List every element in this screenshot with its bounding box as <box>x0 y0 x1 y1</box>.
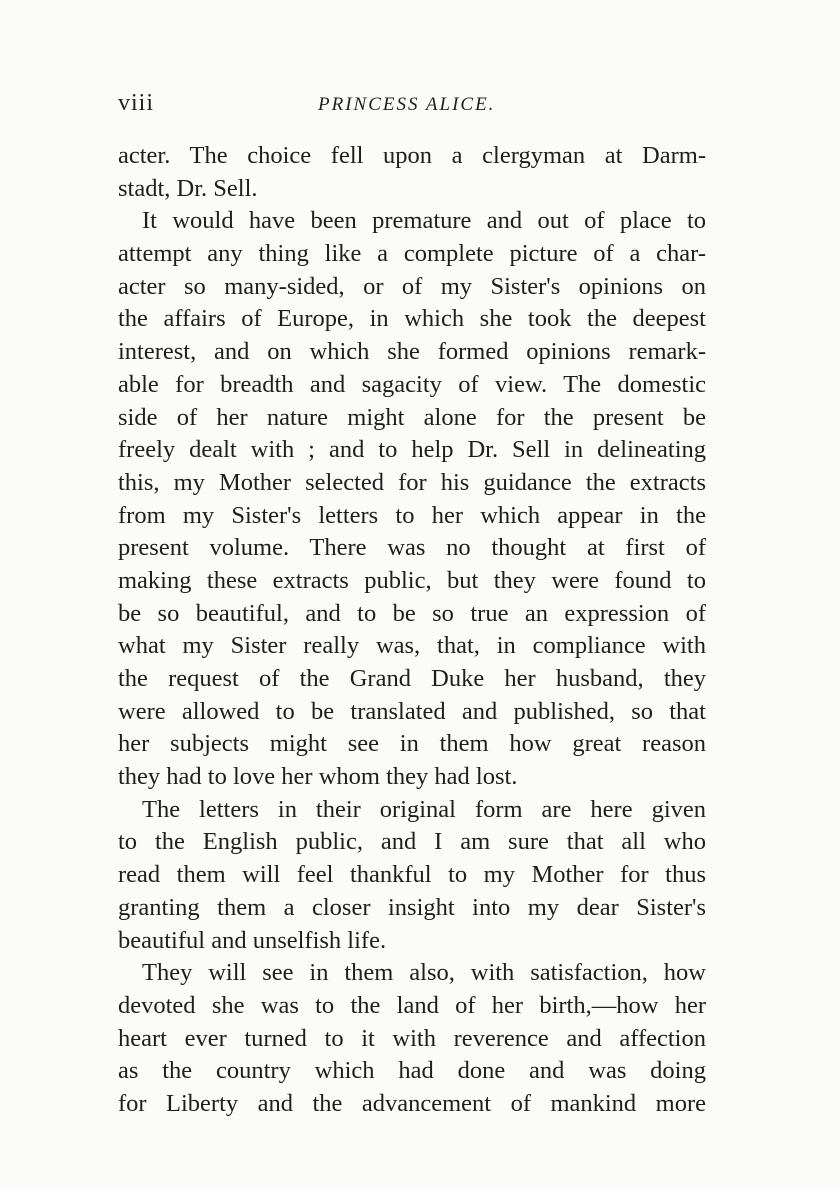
text-line: The letters in their original form are here given <box>142 795 706 823</box>
text-line: stadt, Dr. Sell. <box>118 174 258 202</box>
text-line: the request of the Grand Duke her husband, they <box>118 665 706 692</box>
text-line: for Liberty and the advancement of mankind more <box>118 1089 706 1117</box>
text-line: what my Sister really was, that, in compliance with <box>118 632 706 660</box>
text-line: side of her nature might alone for the present be <box>118 403 706 431</box>
text-line: attempt any thing like a complete picture of a char- <box>118 240 706 268</box>
running-head: PRINCESS ALICE. <box>318 94 496 115</box>
text-line: her subjects might see in them how great reason <box>118 730 706 758</box>
text-line: able for breadth and sagacity of view. The domestic <box>118 370 706 398</box>
text-line: be so beautiful, and to be so true an expression of <box>118 599 706 627</box>
text-line: as the country which had done and was doing <box>118 1057 706 1085</box>
text-line: They will see in them also, with satisfaction, how <box>142 959 706 987</box>
page-number: viii <box>118 90 155 116</box>
text-line: devoted she was to the land of her birth,—how her <box>118 991 706 1019</box>
body-text <box>118 140 706 1121</box>
text-line: It would have been premature and out of place to <box>142 207 706 235</box>
text-line: heart ever turned to it with reverence and affection <box>118 1024 706 1052</box>
text-line: to the English public, and I am sure that all who <box>118 828 706 856</box>
text-line: granting them a closer insight into my dear Sister's <box>118 893 706 921</box>
text-line: freely dealt with ; and to help Dr. Sell in delineating <box>118 436 706 464</box>
page-header <box>118 90 718 120</box>
text-line: beautiful and unselfish life. <box>118 926 387 954</box>
text-line: this, my Mother selected for his guidance the extracts <box>118 468 706 496</box>
text-line: present volume. There was no thought at first of <box>118 534 706 562</box>
text-line: interest, and on which she formed opinions remark- <box>118 338 706 366</box>
text-line: acter so many-sided, or of my Sister's opinions on <box>118 272 706 300</box>
text-line: acter. The choice fell upon a clergyman at Darm- <box>118 142 706 169</box>
text-line: were allowed to be translated and published, so that <box>118 697 706 725</box>
text-line: read them will feel thankful to my Mother for thus <box>118 861 706 889</box>
text-line: the affairs of Europe, in which she took the deepest <box>118 305 706 333</box>
text-line: they had to love her whom they had lost. <box>118 763 518 791</box>
text-line: from my Sister's letters to her which appear in the <box>118 501 706 529</box>
text-line: making these extracts public, but they were found to <box>118 566 706 594</box>
